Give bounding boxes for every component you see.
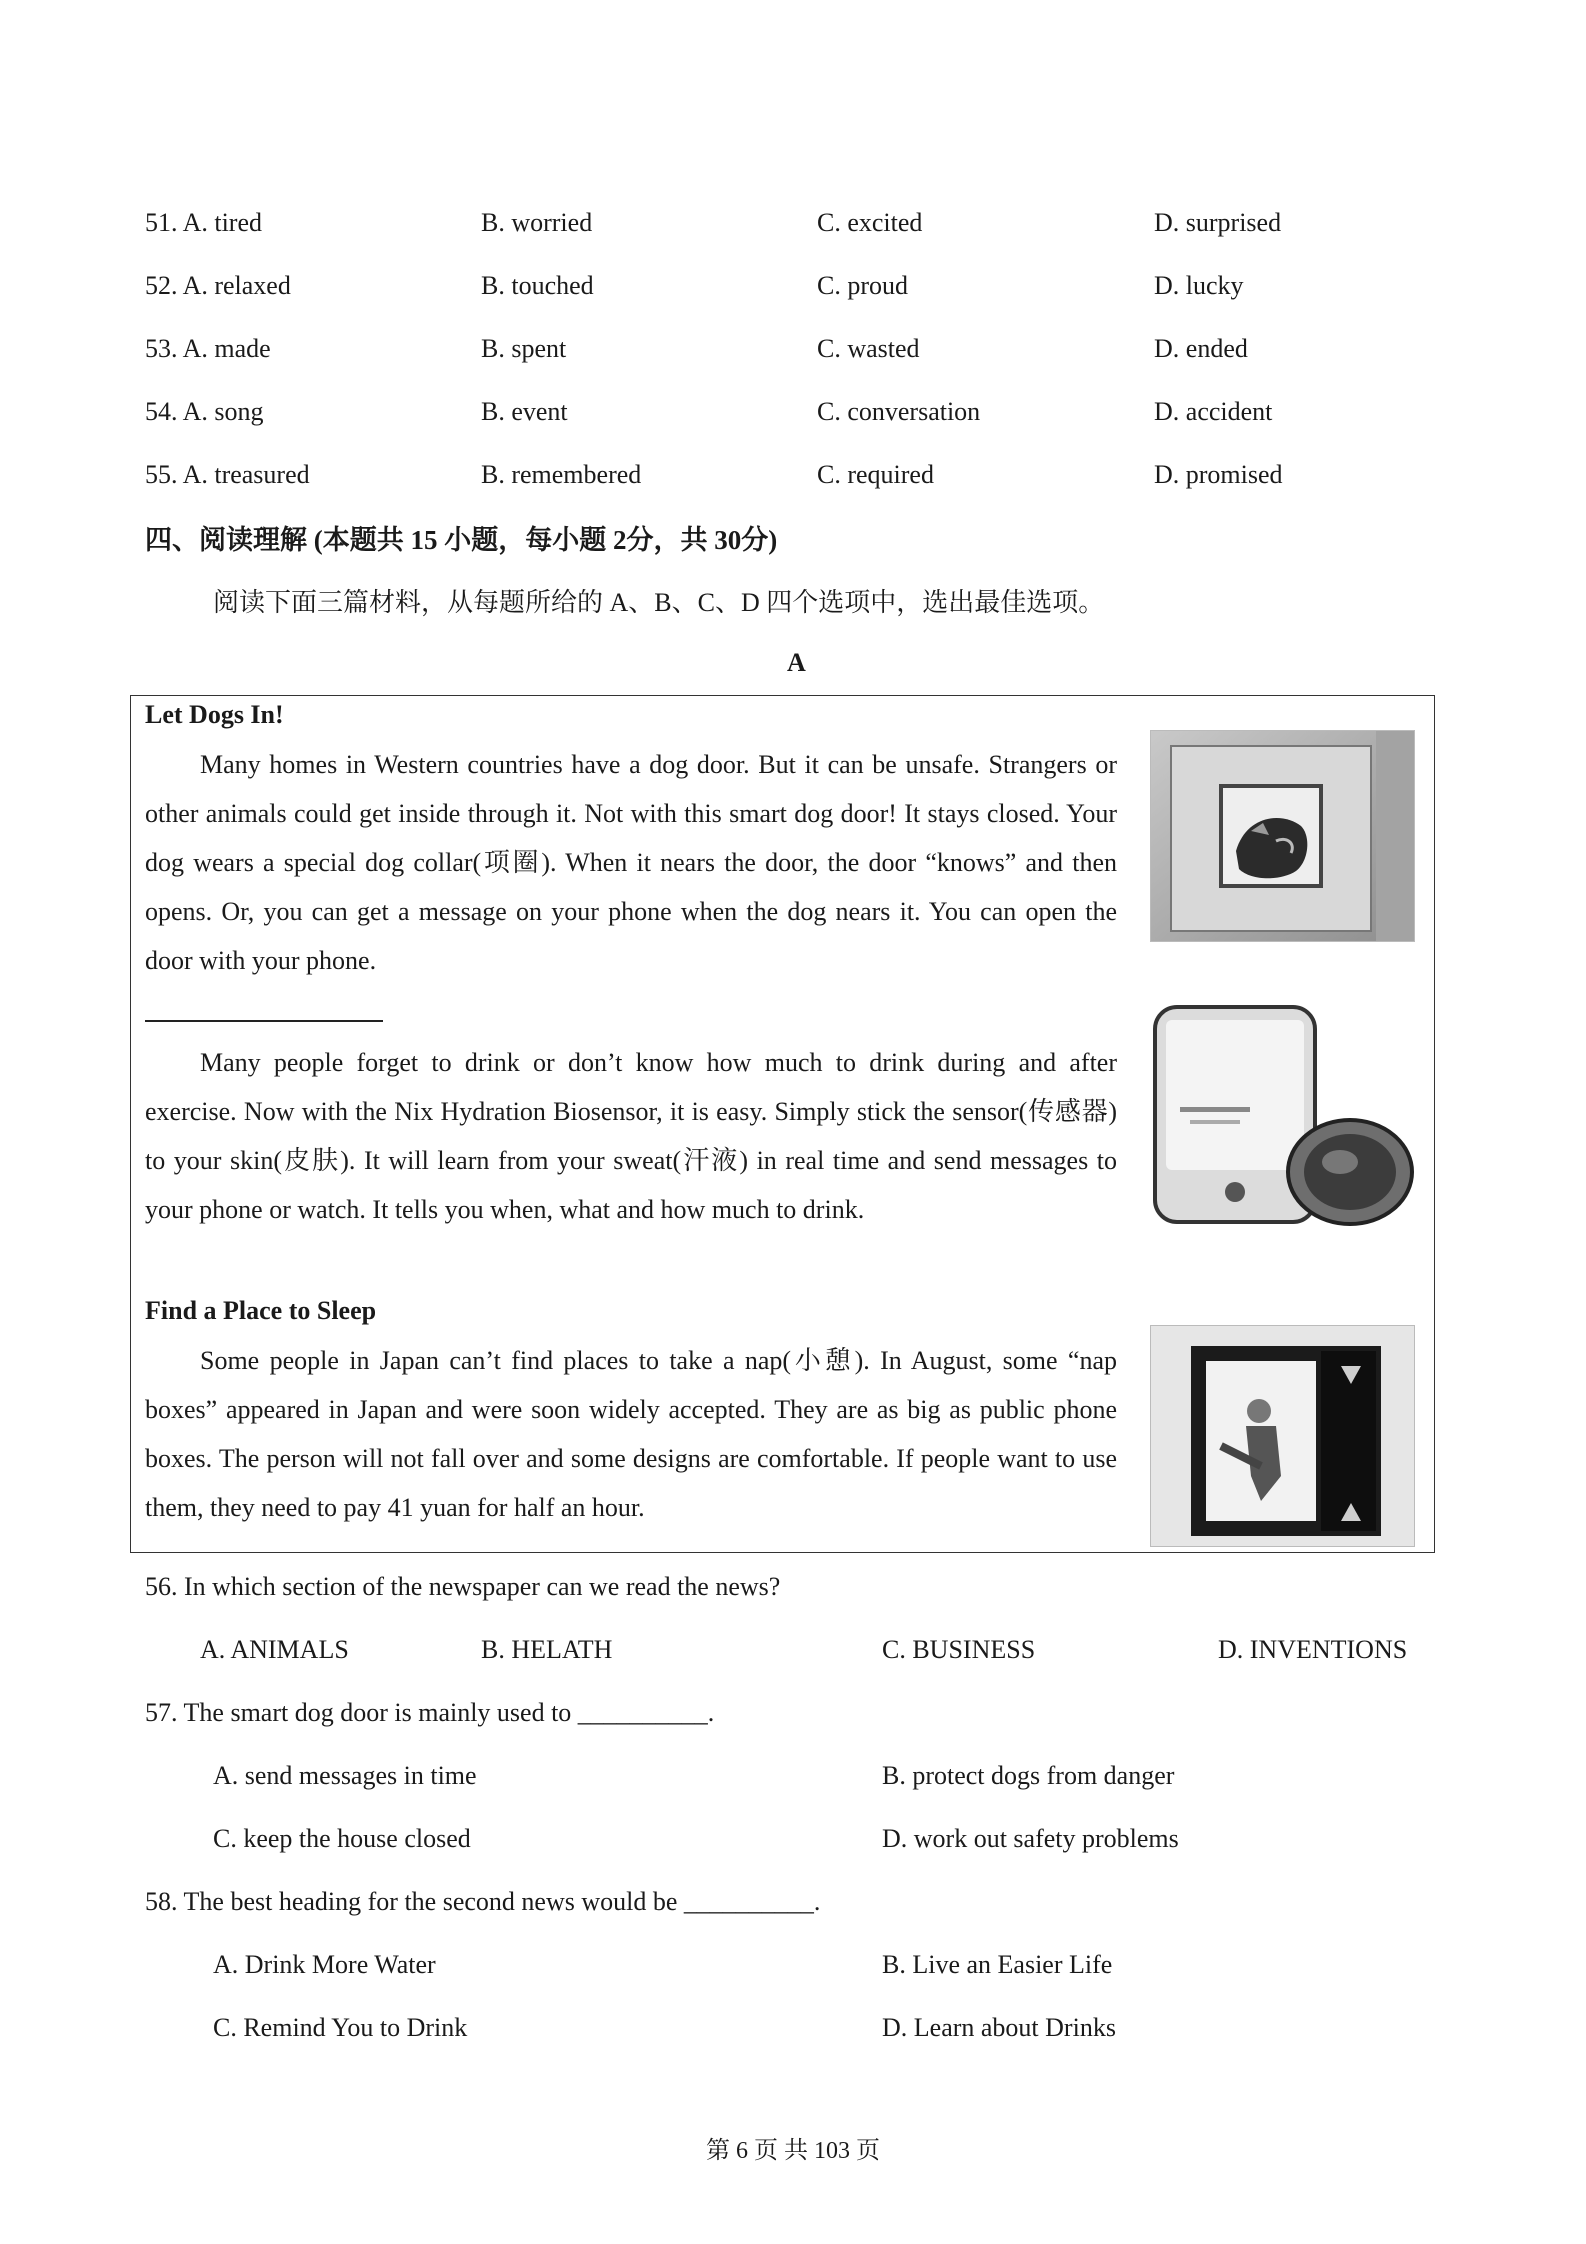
q57-option-a: A. send messages in time bbox=[213, 1761, 477, 1790]
option-c: C. conversation bbox=[817, 397, 981, 426]
option-d: D. surprised bbox=[1154, 208, 1282, 237]
option-b: B. touched bbox=[481, 271, 594, 300]
option-b: B. event bbox=[481, 397, 568, 426]
heading-blank bbox=[145, 1020, 383, 1022]
option-b: B. worried bbox=[481, 208, 593, 237]
news-heading-sleep: Find a Place to Sleep bbox=[145, 1296, 377, 1325]
option-c: C. wasted bbox=[817, 334, 920, 363]
q58-option-a: A. Drink More Water bbox=[213, 1950, 436, 1979]
option-a: 52. A. relaxed bbox=[145, 271, 291, 300]
page-footer: 第 6 页 共 103 页 bbox=[706, 2138, 880, 2164]
cloze-row-54 bbox=[0, 397, 1586, 437]
news-text-dogs: Many homes in Western countries have a dog door. But it can be unsafe. Strangers or other animals could get inside through it. Not with this smart dog door! It stays closed. Your dog wears a special dog collar(项圈). When it nears the door, the door “knows” and then opens. Or, you can get a message on your phone when the dog nears it. You can open the door with your phone. bbox=[145, 750, 1117, 975]
q56-option-c: C. BUSINESS bbox=[882, 1635, 1036, 1664]
question-56: 56. In which section of the newspaper can we read the news? bbox=[145, 1572, 781, 1601]
news-text-sleep: Some people in Japan can’t find places to take a nap(小憩). In August, some “nap boxes” appeared in Japan and were soon widely accepted. They are as big as public phone boxes. The person will not fall over and some designs are comfortable. If people want to use them, they need to pay 41 yuan for half an hour. bbox=[145, 1346, 1117, 1522]
q58-option-c: C. Remind You to Drink bbox=[213, 2013, 468, 2042]
q56-option-d: D. INVENTIONS bbox=[1218, 1635, 1408, 1664]
question-57: 57. The smart dog door is mainly used to __________. bbox=[145, 1698, 715, 1727]
option-d: D. accident bbox=[1154, 397, 1273, 426]
cloze-row-53 bbox=[0, 334, 1586, 374]
option-b: B. remembered bbox=[481, 460, 642, 489]
option-a: 55. A. treasured bbox=[145, 460, 310, 489]
option-d: D. promised bbox=[1154, 460, 1283, 489]
dog-door-photo bbox=[1150, 730, 1415, 942]
q58-option-b: B. Live an Easier Life bbox=[882, 1950, 1113, 1979]
q56-option-b: B. HELATH bbox=[481, 1635, 613, 1664]
cloze-row-55 bbox=[0, 460, 1586, 500]
option-d: D. lucky bbox=[1154, 271, 1244, 300]
option-a: 51. A. tired bbox=[145, 208, 262, 237]
question-58: 58. The best heading for the second news would be __________. bbox=[145, 1887, 821, 1916]
option-c: C. proud bbox=[817, 271, 908, 300]
option-b: B. spent bbox=[481, 334, 567, 363]
option-d: D. ended bbox=[1154, 334, 1248, 363]
section-title: 四、阅读理解 (本题共 15 小题，每小题 2分，共 30分) bbox=[145, 525, 778, 555]
news-text-sensor: Many people forget to drink or don’t know how much to drink during and after exercise. Now with the Nix Hydration Biosensor, it is easy. Simply stick the sensor(传感器) to your skin(皮肤). It will learn from your sweat(汗液) in real time and send messages to your phone or watch. It tells you when, what and how much to drink. bbox=[145, 1048, 1117, 1224]
passage-letter: A bbox=[787, 648, 806, 677]
section-instruction: 阅读下面三篇材料，从每题所给的 A、B、C、D 四个选项中，选出最佳选项。 bbox=[213, 588, 1105, 617]
q57-option-d: D. work out safety problems bbox=[882, 1824, 1179, 1853]
news-heading-dogs: Let Dogs In! bbox=[145, 700, 284, 729]
option-a: 54. A. song bbox=[145, 397, 264, 426]
q57-option-b: B. protect dogs from danger bbox=[882, 1761, 1175, 1790]
cloze-row-52 bbox=[0, 271, 1586, 311]
q57-option-c: C. keep the house closed bbox=[213, 1824, 471, 1853]
cloze-row-51 bbox=[0, 208, 1586, 248]
q56-option-a: A. ANIMALS bbox=[200, 1635, 349, 1664]
option-c: C. required bbox=[817, 460, 934, 489]
biosensor-photo bbox=[1150, 1002, 1415, 1234]
option-c: C. excited bbox=[817, 208, 923, 237]
nap-box-photo bbox=[1150, 1325, 1415, 1547]
option-a: 53. A. made bbox=[145, 334, 271, 363]
q58-option-d: D. Learn about Drinks bbox=[882, 2013, 1116, 2042]
